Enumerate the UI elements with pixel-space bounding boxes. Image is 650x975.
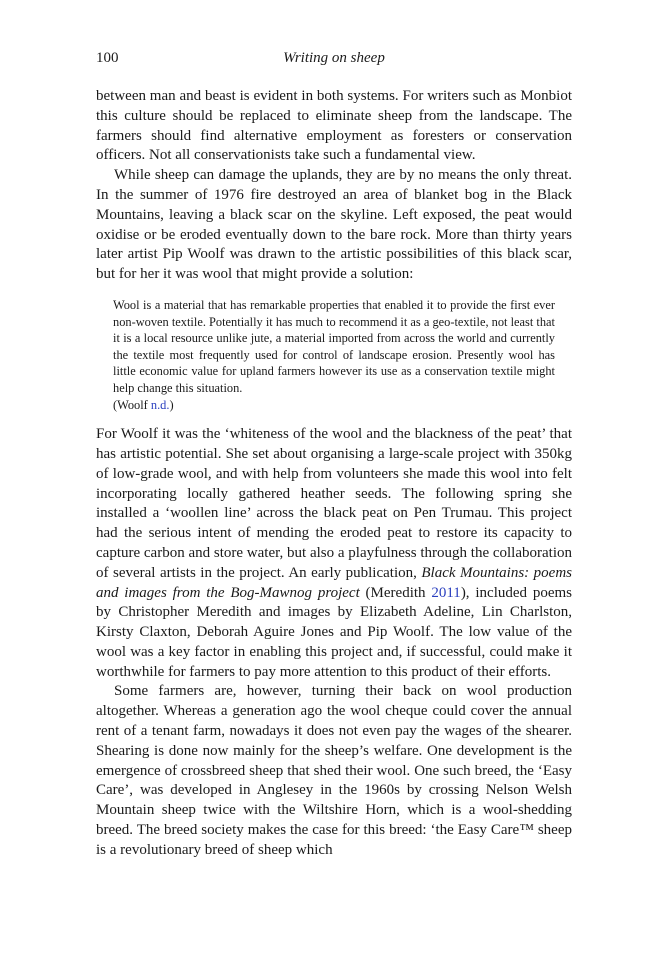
paragraph-woolf-text-a: For Woolf it was the ‘whiteness of the wool and the blackness of the peat’ that has artistic potential. She set about organising a large-scale project with 350kg of low-grade wool, and with help from volunteers she made this wool into felt incorporating locally gathered heather seeds. The following spring she installed a ‘woollen line’ across the black peat on Pen Trumau. This project had the serious intent of mending the eroded peat to restore its capacity to capture carbon and store water, but also a playfulness through the collaboration of several artists in the project. An early publication, [96, 426, 572, 581]
quote-citation-link[interactable]: n.d. [150, 397, 170, 412]
quote-text: Wool is a material that has remarkable properties that enabled it to provide the first ever non-woven textile. Potentially it has much to recommend it as a geo-textile, not least that it is a local resource unlike jute, a material imported from across the world and currently the textile most frequently used for control of landscape erosion. Presently wool has little economic value for upland farmers however its use as a conservation textile might help change this situation. [113, 297, 555, 395]
running-head [96, 50, 572, 70]
body-text [96, 87, 572, 861]
quote-citation-open: (Woolf [113, 397, 151, 412]
quote-citation-close: ) [169, 397, 174, 412]
paragraph-continuation: between man and beast is evident in both systems. For writers such as Monbiot this culture should be replaced to eliminate sheep from the landscape. The farmers should find alternative employment as foresters or conservation officers. Not all conservationists take such a fundamental view. [96, 88, 572, 164]
paragraph-woolf-project [96, 425, 572, 682]
block-quote [113, 297, 555, 413]
paragraph-wool-production: Some farmers are, however, turning their back on wool production altogether. Whereas a generation ago the wool cheque could cover the annual rent of a tenant farm, nowadays it does not even pay the wages of the shearer. Shearing is done now mainly for the sheep’s welfare. One development is the emergence of crossbreed sheep that shed their wool. One such breed, the ‘Easy Care’, was developed in Anglesey in the 1960s by crossing Nelson Welsh Mountain sheep twice with the Wiltshire Horn, which is a wool-shedding breed. The breed society makes the case for this breed: ‘the Easy Care™ sheep is a revolutionary breed of sheep which [96, 683, 572, 858]
page-number: 100 [96, 50, 119, 66]
running-title: Writing on sheep [283, 50, 385, 66]
paragraph-woolf-text-c: ), included poems by Christopher Meredith and images by Elizabeth Adeline, Lin Charlston, Kirsty Claxton, Deborah Aguire Jones and Pip Woolf. The low value of the wool was a key factor in enabling this project and, if successful, could make it worthwhile for farmers to pay more attention to this product of their efforts. [96, 584, 572, 680]
paragraph-fire-threat: While sheep can damage the uplands, they are by no means the only threat. In the summer of 1976 fire destroyed an area of blanket bog in the Black Mountains, leaving a black scar on the skyline. Left exposed, the peat would oxidise or be eroded eventually down to the bare rock. More than thirty years later artist Pip Woolf was drawn to the artistic possibilities of this black scar, but for her it was wool that might provide a solution: [96, 167, 572, 283]
paragraph-woolf-text-b: (Meredith [359, 584, 432, 601]
publication-title: Black Mountains: poems and images from the Bog-Mawnog project [96, 564, 573, 601]
meredith-citation-link[interactable]: 2011 [431, 584, 461, 601]
